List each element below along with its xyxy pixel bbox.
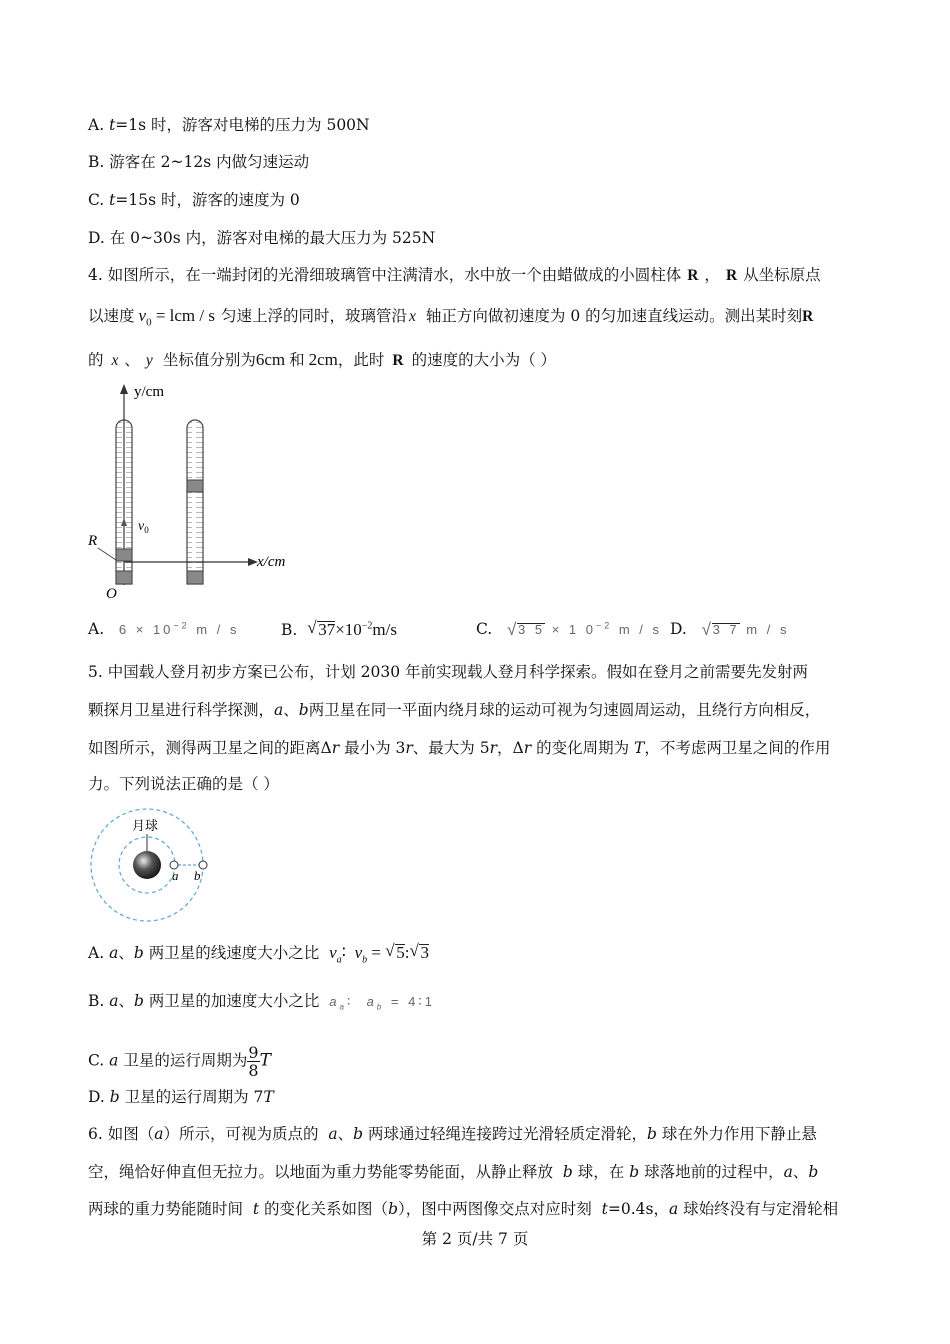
satellite-b-label: b <box>194 868 201 883</box>
page-footer: 第 2 页/共 7 页 <box>421 1230 529 1248</box>
moon-icon <box>133 851 161 879</box>
q6-line-3: 两球的重力势能随时间 t 的变化关系如图（b），图中两图像交点对应时刻 t=0.4s，a 球始终没有与定滑轮相 <box>88 1200 839 1218</box>
tube-base-right <box>187 571 203 584</box>
q5-orbit-figure <box>86 806 216 926</box>
y-axis-label: y/cm <box>134 384 164 400</box>
q5-option-b: B. a、b 两卫星的加速度大小之比 $a_a∶$ $a_b$ = 4∶1 <box>88 992 435 1012</box>
q4-line-1: 4. 如图所示，在一端封闭的光滑细玻璃管中注满清水，水中放一个由蜡做成的小圆柱体 R ， R 从坐标原点 <box>88 266 821 284</box>
q5-line-1: 5. 中国载人登月初步方案已公布，计划 2030 年前实现载人登月科学探索。假如在登月之前需要先发射两 <box>88 663 809 681</box>
q4-tube-figure <box>82 380 312 605</box>
q5-line-2: 颗探月卫星进行科学探测，a、b两卫星在同一平面内绕月球的运动可视为匀速圆周运动，且绕行方向相反， <box>88 701 821 719</box>
r-label: R <box>88 533 98 549</box>
q3-option-c: C. t=15s 时，游客的速度为 0 <box>88 191 300 209</box>
q4-line-3: 的 x 、 y 坐标值分别为6cm 和 2cm，此时 R 的速度的大小为（ ） <box>88 350 557 369</box>
origin-label: O <box>106 586 117 602</box>
q4-option-a: A. $6 \times 10^{-2}$ m / s <box>88 620 240 638</box>
q3-option-b: B. 游客在 2~12s 内做匀速运动 <box>88 153 310 171</box>
right-tube <box>187 420 203 584</box>
q4-option-c: C. √ 3 5 × 1 $0^{-2}$ m / s <box>476 620 663 639</box>
q5-option-a: A. a、b 两卫星的线速度大小之比 $v_a∶$ $v_b$ = √ 5: √ 3 <box>88 941 429 966</box>
tube-base-left <box>116 571 132 584</box>
wax-block-right <box>187 480 203 492</box>
q6-line-1: 6. 如图（a）所示，可视为质点的 a、b 两球通过轻绳连接跨过光滑轻质定滑轮，b 球在外力作用下静止悬 <box>88 1125 817 1143</box>
v0-label: $v_0$ <box>138 519 149 535</box>
q5-line-3: 如图所示，测得两卫星之间的距离Δr 最小为 3r、最大为 5r，Δr 的变化周期为 T，不考虑两卫星之间的作用 <box>88 739 831 757</box>
r-pointer <box>98 548 116 560</box>
q3-option-d: D. 在 0~30s 内，游客对电梯的最大压力为 525N <box>88 229 436 247</box>
q6-line-2: 空，绳恰好伸直但无拉力。以地面为重力势能零势能面，从静止释放 b 球，在 b 球落地前的过程中，a、b <box>88 1163 819 1181</box>
q5-line-4: 力。下列说法正确的是（ ） <box>88 775 279 793</box>
q5-option-c: C. a 卫星的运行周期为 $\frac{9}{8}$ T <box>88 1043 271 1080</box>
q4-option-b: B. √ $37\times 10^{-2}m/s$ <box>281 618 397 639</box>
wax-block-left <box>116 549 132 561</box>
x-axis-label: x/cm <box>257 554 286 570</box>
q5-option-d: D. b 卫星的运行周期为 7T <box>88 1088 274 1106</box>
q3-option-a: A. t=1s 时，游客对电梯的压力为 500N <box>88 116 370 134</box>
moon-label: 月球 <box>132 819 159 834</box>
q4-option-d: D. √ 3 7 m / s <box>670 620 790 639</box>
satellite-a-label: a <box>172 868 179 883</box>
q4-line-2: 以速度 $v_0$ = lcm / s 匀速上浮的同时，玻璃管沿 x 轴正方向做初速度为 0 的匀加速直线运动。测出某时刻R <box>88 306 814 329</box>
